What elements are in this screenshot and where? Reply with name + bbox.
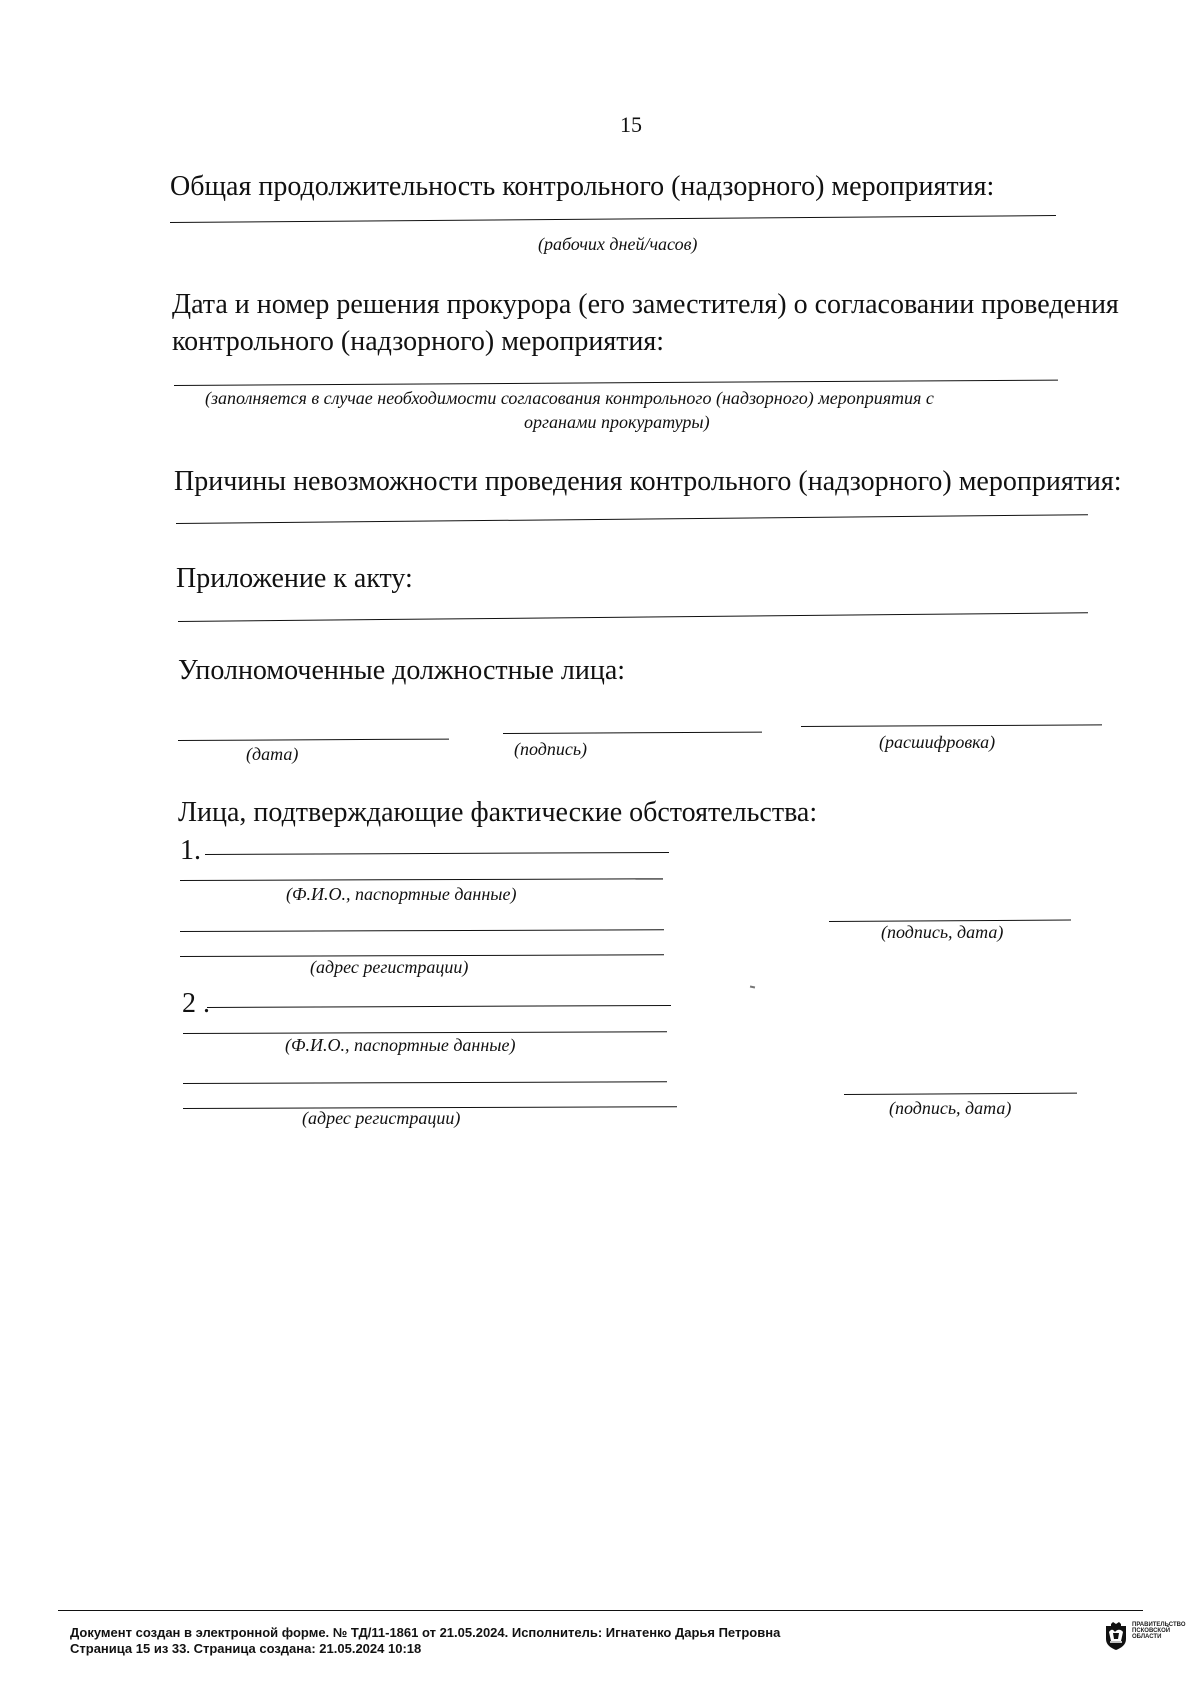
witness-2-address-line-1 [183,1081,667,1084]
witness-1-fio-line [180,878,663,881]
authorized-date-caption: (дата) [246,744,299,764]
footer-line-2: Страница 15 из 33. Страница создана: 21.05.2024 10:18 [70,1641,422,1656]
prosecutor-fill-line [174,380,1058,386]
authorized-signature-caption: (подпись) [514,739,588,759]
witness-2-number: 2 . [182,988,210,1019]
prosecutor-title-line-1: Дата и номер решения прокурора (его заместителя) о согласовании проведения [172,289,1119,320]
witness-2-fio-caption: (Ф.И.О., паспортные данные) [285,1035,516,1055]
witness-2-name-line [207,1005,671,1008]
logo-text: ПРАВИТЕЛЬСТВО ПСКОВСКОЙ ОБЛАСТИ [1132,1622,1186,1640]
witness-2-address-caption: (адрес регистрации) [302,1108,461,1128]
witness-2-signature-line [844,1093,1077,1095]
witnesses-title: Лица, подтверждающие фактические обстоятельства: [178,797,818,828]
witness-1-address-caption: (адрес регистрации) [310,957,469,977]
witness-2-signature-caption: (подпись, дата) [889,1098,1012,1118]
authorized-date-line [178,739,449,741]
reasons-fill-line [176,514,1088,524]
footer-text [70,1625,780,1657]
attachment-fill-line [178,612,1088,622]
duration-caption: (рабочих дней/часов) [538,234,698,254]
witness-1-name-line [205,852,669,855]
witness-1-address-line-1 [180,929,664,932]
reasons-title: Причины невозможности проведения контрольного (надзорного) мероприятия: [174,466,1122,497]
prosecutor-title-line-2: контрольного (надзорного) мероприятия: [172,326,665,357]
scan-dot [750,986,755,989]
duration-fill-line [170,215,1056,223]
witness-1-fio-caption: (Ф.И.О., паспортные данные) [286,884,517,904]
footer-line-1: Документ создан в электронной форме. № ТД/11-1861 от 21.05.2024. Исполнитель: Игнатенко Дарья Петровна [70,1625,781,1640]
authorized-decryption-caption: (расшифровка) [879,732,996,752]
duration-title: Общая продолжительность контрольного (надзорного) мероприятия: [170,171,995,202]
authorized-decryption-line [801,724,1102,727]
witness-1-number: 1. [180,835,201,866]
authorized-signature-line [503,732,762,734]
authorized-title: Уполномоченные должностные лица: [178,655,626,686]
witness-1-signature-caption: (подпись, дата) [881,922,1004,942]
coat-of-arms-icon [1103,1621,1129,1651]
attachment-title: Приложение к акту: [176,563,413,594]
footer-divider [58,1610,1143,1611]
witness-2-fio-line [183,1031,667,1034]
prosecutor-caption-line-1: (заполняется в случае необходимости согласования контрольного (надзорного) мероприятия с [205,388,934,408]
prosecutor-caption-line-2: органами прокуратуры) [524,412,710,432]
page-number: 15 [620,112,642,137]
